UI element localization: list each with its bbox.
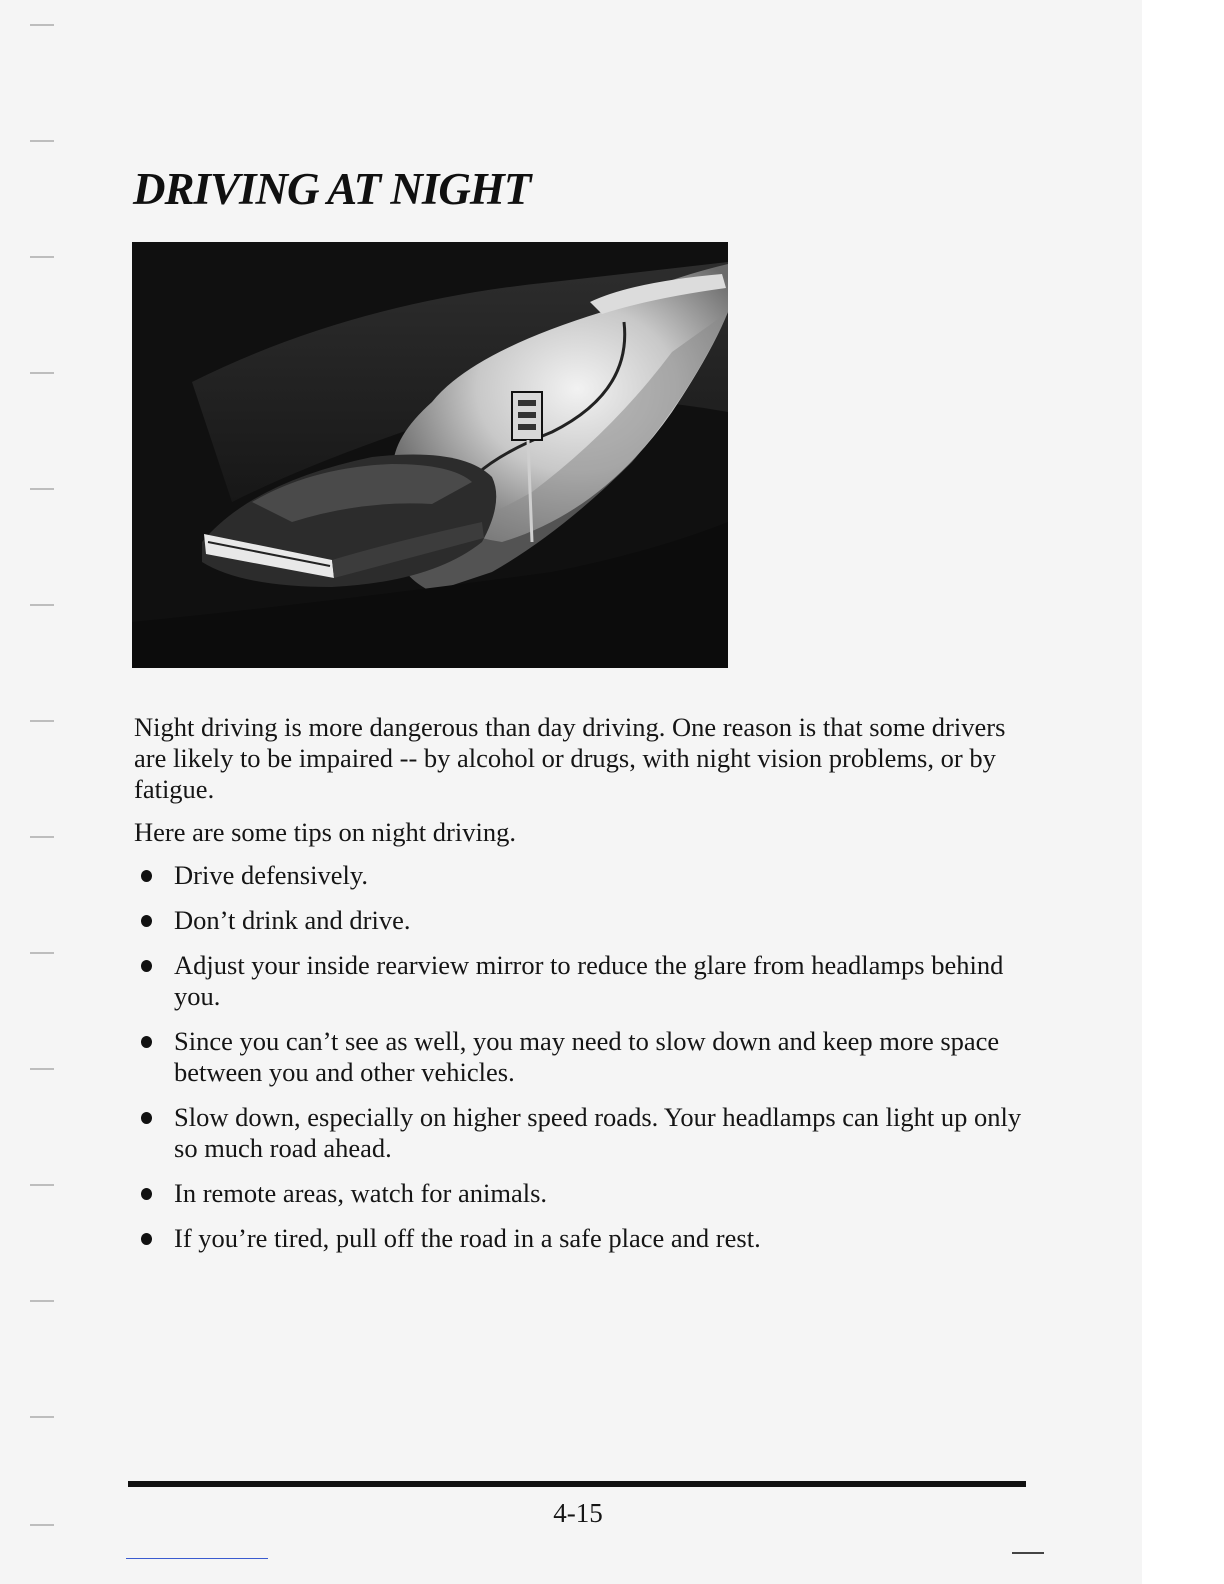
bullet-icon — [141, 1233, 152, 1245]
corner-dash — [1012, 1552, 1044, 1554]
bullet-icon — [141, 1036, 152, 1048]
intro-paragraph: Night driving is more dangerous than day driving. One reason is that some drivers are likely to be impaired -- by alcohol or drugs, with night vision problems, or by fatigue. — [134, 712, 1006, 804]
margin-tick — [30, 720, 54, 722]
margin-tick — [30, 952, 54, 954]
margin-tick — [30, 1184, 54, 1186]
margin-tick — [30, 1068, 54, 1070]
bullet-icon — [141, 1112, 152, 1124]
bullet-icon — [141, 1188, 152, 1200]
page-number: 4-15 — [553, 1498, 603, 1528]
tips-list — [134, 860, 1044, 1254]
list-item — [134, 950, 1044, 1012]
tip-text: Since you can’t see as well, you may need to slow down and keep more space between you and other vehicles. — [174, 1026, 1000, 1087]
scan-artifact-line — [126, 1558, 268, 1559]
footer-rule — [128, 1481, 1026, 1487]
margin-tick — [30, 1416, 54, 1418]
tip-text: If you’re tired, pull off the road in a safe place and rest. — [174, 1223, 761, 1253]
margin-tick — [30, 1524, 54, 1526]
tip-text: Slow down, especially on higher speed roads. Your headlamps can light up only so much road ahead. — [174, 1102, 1022, 1163]
list-item — [134, 1026, 1044, 1088]
margin-tick — [30, 1300, 54, 1302]
tip-text: Don’t drink and drive. — [174, 905, 411, 935]
margin-tick — [30, 24, 54, 26]
tip-text: Adjust your inside rearview mirror to reduce the glare from headlamps behind you. — [174, 950, 1004, 1011]
list-item — [134, 1178, 1044, 1209]
margin-tick — [30, 140, 54, 142]
night-driving-illustration — [132, 242, 728, 668]
bullet-icon — [141, 960, 152, 972]
margin-tick — [30, 604, 54, 606]
margin-tick — [30, 836, 54, 838]
page-title: DRIVING AT NIGHT — [133, 164, 531, 214]
margin-tick — [30, 256, 54, 258]
tip-text: In remote areas, watch for animals. — [174, 1178, 548, 1208]
margin-tick — [30, 488, 54, 490]
list-item — [134, 1102, 1044, 1164]
bullet-icon — [141, 870, 152, 882]
bullet-icon — [141, 915, 152, 927]
tip-text: Drive defensively. — [174, 860, 369, 890]
margin-tick — [30, 372, 54, 374]
list-item — [134, 860, 1044, 891]
body-text — [134, 712, 1044, 1268]
list-item — [134, 905, 1044, 936]
tips-heading: Here are some tips on night driving. — [134, 817, 516, 847]
list-item — [134, 1223, 1044, 1254]
